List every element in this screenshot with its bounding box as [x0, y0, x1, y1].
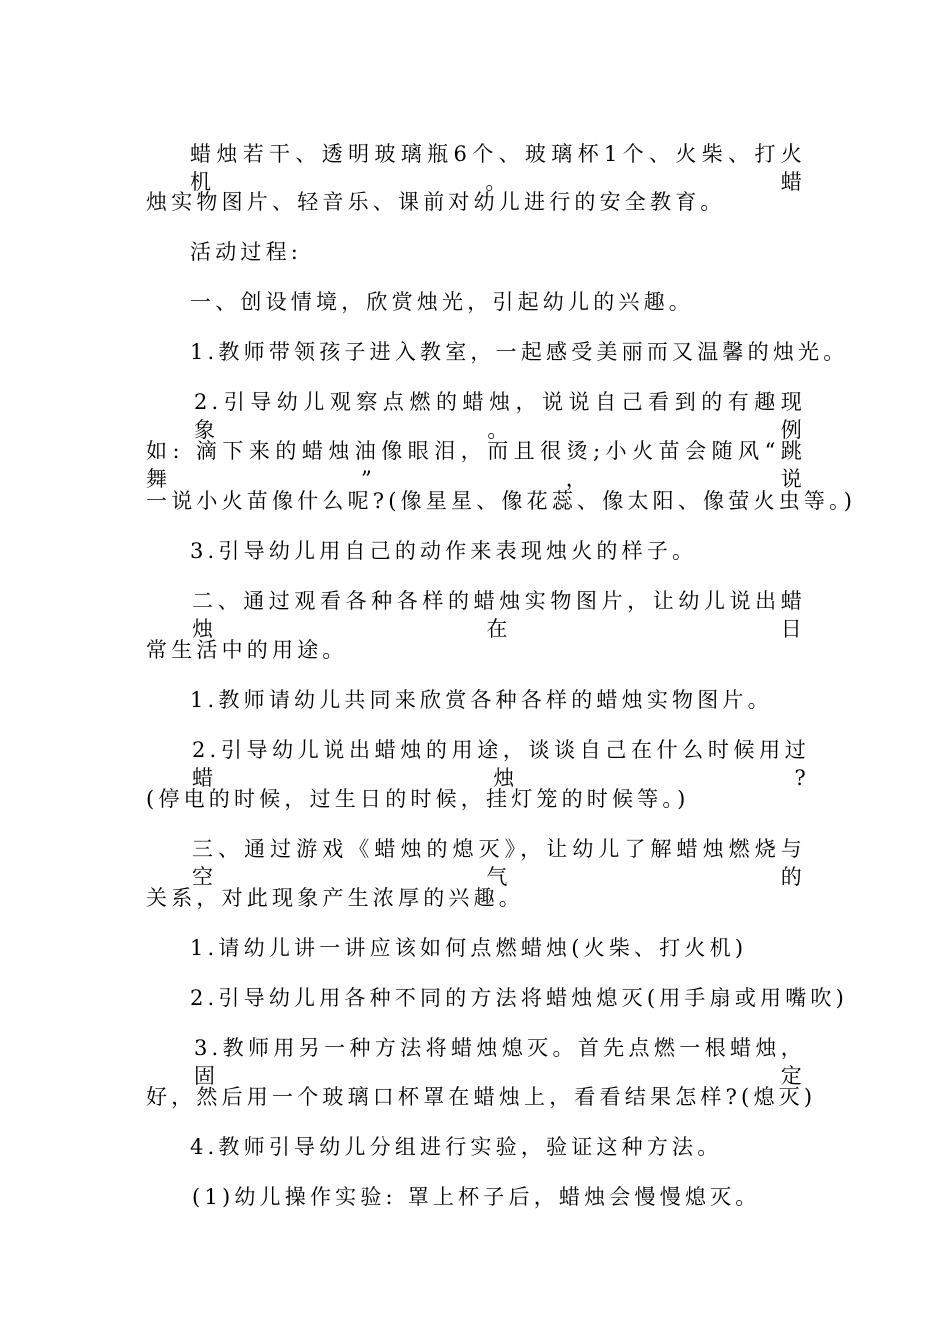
paragraph-line: 3.引导幼儿用自己的动作来表现烛火的样子。	[190, 539, 698, 563]
section-heading: 三、通过游戏《蜡烛的熄灭》，让幼儿了解蜡烛燃烧与空气的	[192, 837, 806, 889]
paragraph-line: (1)幼儿操作实验: 罩上杯子后，蜡烛会慢慢熄灭。	[192, 1185, 761, 1209]
paragraph-line: 2.引导幼儿用各种不同的方法将蜡烛熄灭(用手扇或用嘴吹)	[190, 986, 849, 1010]
paragraph-line: 3.教师用另一种方法将蜡烛熄灭。首先点燃一根蜡烛，固定	[194, 1036, 806, 1088]
paragraph-line: 好，然后用一个玻璃口杯罩在蜡烛上，看看结果怎样?(熄灭)	[146, 1085, 817, 1109]
paragraph-line: 4.教师引导幼儿分组进行实验，验证这种方法。	[190, 1135, 723, 1159]
paragraph-line: 烛实物图片、轻音乐、课前对幼儿进行的安全教育。	[146, 190, 726, 214]
paragraph-line: 如: 滴下来的蜡烛油像眼泪，而且很烫;小火苗会随风“跳舞”，说	[146, 439, 806, 491]
paragraph-line: 一说小火苗像什么呢?(像星星、像花蕊、像太阳、像萤火虫等。)	[146, 489, 857, 513]
section-heading: 活动过程:	[190, 240, 303, 264]
paragraph-line: 2.引导幼儿说出蜡烛的用途，谈谈自己在什么时候用过蜡烛?	[192, 738, 810, 790]
section-heading: 二、通过观看各种各样的蜡烛实物图片，让幼儿说出蜡烛在日	[192, 589, 806, 641]
section-heading: 一、创设情境，欣赏烛光，引起幼儿的兴趣。	[190, 290, 694, 314]
section-heading: 常生活中的用途。	[146, 638, 348, 662]
paragraph-line: 1.请幼儿讲一讲应该如何点燃蜡烛(火柴、打火机)	[190, 936, 748, 960]
paragraph-line: (停电的时候，过生日的时候，挂灯笼的时候等。)	[146, 787, 690, 811]
paragraph-line: 1.教师带领孩子进入教室，一起感受美丽而又温馨的烛光。	[190, 340, 849, 364]
paragraph-line: 2.引导幼儿观察点燃的蜡烛，说说自己看到的有趣现象。例	[194, 390, 806, 442]
paragraph-line: 1.教师请幼儿共同来欣赏各种各样的蜡烛实物图片。	[190, 688, 773, 712]
paragraph-line: 蜡烛若干、透明玻璃瓶6个、玻璃杯1个、火柴、打火机。蜡	[190, 142, 806, 194]
section-heading: 关系，对此现象产生浓厚的兴趣。	[146, 886, 524, 910]
